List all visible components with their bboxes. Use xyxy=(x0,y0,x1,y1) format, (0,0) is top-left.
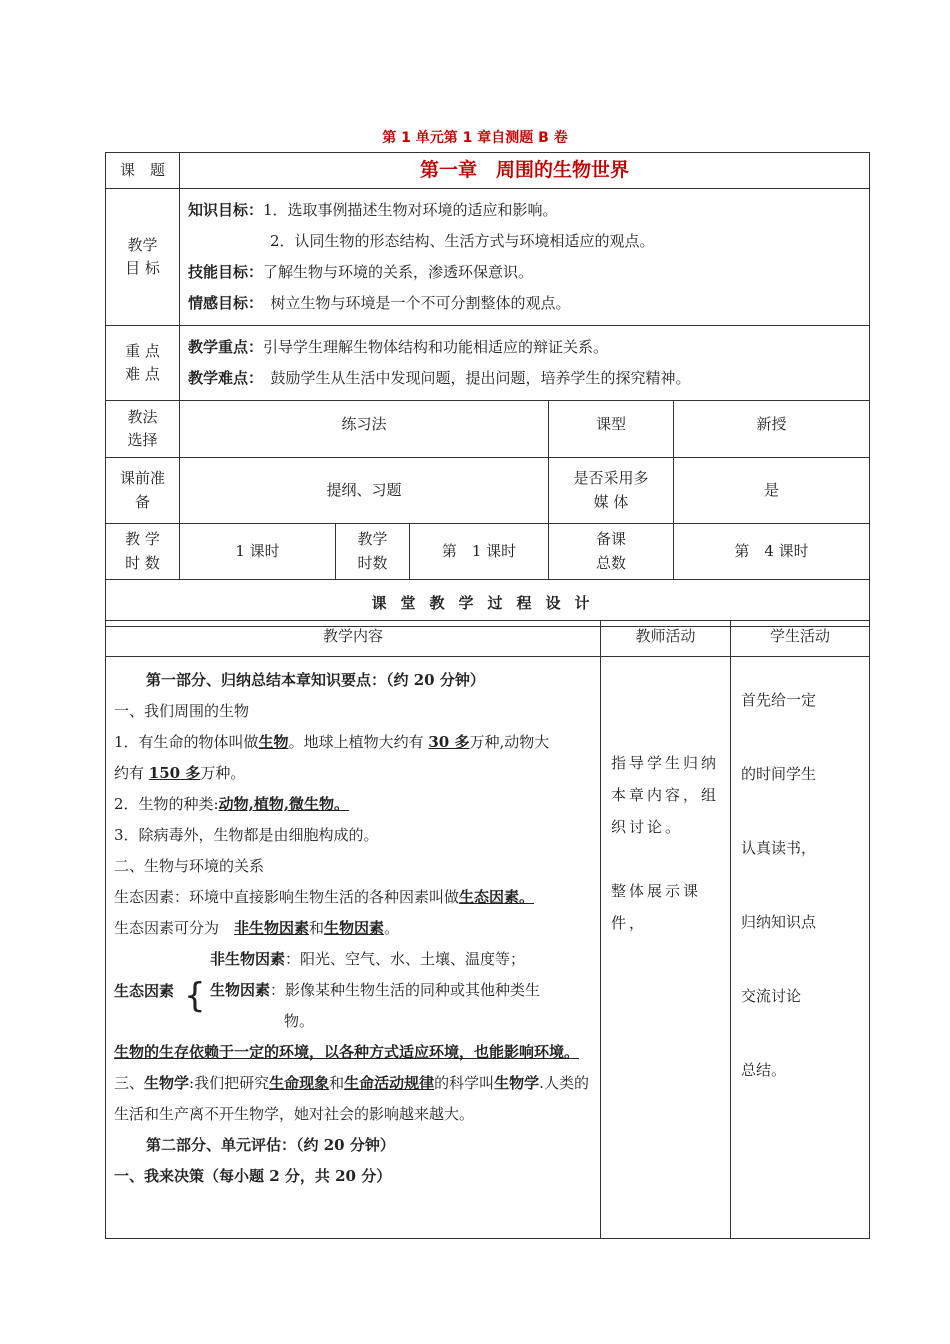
s3-e: 和 xyxy=(329,1074,345,1092)
total-label: 备课 总数 xyxy=(549,524,674,580)
teacher-activity xyxy=(601,657,731,1239)
s1-line2-b: 150 多 xyxy=(148,764,201,782)
s2-line1-a: 生态因素：环境中直接影响生物生活的各种因素叫做 xyxy=(114,888,460,906)
s2-line2-e: 。 xyxy=(384,919,400,937)
s1-line1-c: 。地球上植物大约有 xyxy=(288,733,429,751)
teaching-process-table xyxy=(105,620,870,1239)
s2-line2-a: 生态因素可分为 xyxy=(114,919,235,937)
col-teacher-header: 教师活动 xyxy=(601,621,731,657)
emotion-text: 树立生物与环境是一个不可分割整体的观点。 xyxy=(255,294,571,312)
biotic-text: ：影像某种生物生活的同种或其他种类生 xyxy=(270,981,541,999)
abiotic-label: 非生物因素 xyxy=(210,950,286,968)
s3-h: 生物学 xyxy=(494,1074,540,1092)
s2-bold-statement: 生物的生存依赖于一定的环境，以各种方式适应环境，也能影响环境。 xyxy=(114,1043,580,1061)
s3-b: 生物学 xyxy=(144,1074,190,1092)
class-hours-label: 教学 时数 xyxy=(336,524,410,580)
s1-line4: 3．除病毒外，生物都是由细胞构成的。 xyxy=(114,826,379,844)
teacher-text: 指导学生归纳本章内容，组织讨论。 xyxy=(611,754,720,836)
key-focus-text: 引导学生理解生物体结构和功能相适应的辩证关系。 xyxy=(263,338,609,356)
s3-a: 三、 xyxy=(114,1074,145,1092)
method-label: 教法 选择 xyxy=(106,401,180,458)
student-item: 首先给一定 xyxy=(741,691,817,709)
s1-line1-e: 万种,动物大 xyxy=(469,733,550,751)
abiotic-text: ：阳光、空气、水、土壤、温度等； xyxy=(285,950,526,968)
topic-label: 课 题 xyxy=(106,153,180,189)
skill-text: 了解生物与环境的关系，渗透环保意识。 xyxy=(263,263,534,281)
lesson-info-table xyxy=(105,152,870,627)
student-activity xyxy=(731,657,870,1239)
student-item: 交流讨论 xyxy=(741,987,802,1005)
hours-label: 教 学 时 数 xyxy=(106,524,180,580)
teaching-content xyxy=(106,657,601,1239)
eco-factor-block xyxy=(114,975,592,1037)
brace-icon: { xyxy=(184,976,206,1016)
s3-c: :我们把研究 xyxy=(189,1074,270,1092)
student-item: 总结。 xyxy=(741,1061,787,1079)
s1-line1-d: 30 多 xyxy=(428,733,470,751)
class-hours-value: 第 1 课时 xyxy=(410,524,549,580)
media-label: 是否采用多 媒 体 xyxy=(549,458,674,524)
prep-value: 提纲、习题 xyxy=(180,458,549,524)
s1-line2-a: 约有 xyxy=(114,764,149,782)
type-value: 新授 xyxy=(674,401,870,458)
s3-d: 生命现象 xyxy=(269,1074,330,1092)
process-title: 课堂教学过程设计 xyxy=(106,580,870,627)
col-content-header: 教学内容 xyxy=(106,621,601,657)
s2-line1-b: 生态因素。 xyxy=(459,888,535,906)
eco-label: 生态因素 xyxy=(114,982,175,1000)
student-item: 认真读书， xyxy=(741,839,817,857)
s1-line1-b: 生物 xyxy=(258,733,289,751)
s1-line2-c: 万种。 xyxy=(200,764,246,782)
knowledge-2: 2．认同生物的形态结构、生活方式与环境相适应的观点。 xyxy=(270,232,655,250)
prep-label: 课前准 备 xyxy=(106,458,180,524)
skill-label: 技能目标： xyxy=(188,263,264,281)
hours-value: 1 课时 xyxy=(180,524,336,580)
key-content xyxy=(180,326,870,401)
topic-value: 第一章 周围的生物世界 xyxy=(180,153,870,189)
key-diff-text: 鼓励学生从生活中发现问题，提出问题，培养学生的探究精神。 xyxy=(255,369,691,387)
s2-line2-c: 和 xyxy=(309,919,325,937)
col-student-header: 学生活动 xyxy=(731,621,870,657)
teacher-text2: 整体展示课件， xyxy=(611,882,702,932)
student-item: 的时间学生 xyxy=(741,765,817,783)
knowledge-label: 知识目标： xyxy=(188,201,264,219)
s3-f: 生命活动规律 xyxy=(344,1074,435,1092)
type-label: 课型 xyxy=(549,401,674,458)
knowledge-1: 1．选取事例描述生物对环境的适应和影响。 xyxy=(263,201,558,219)
biotic-label: 生物因素 xyxy=(210,981,271,999)
goals-label: 教学 目 标 xyxy=(106,189,180,326)
part2-title: 第二部分、单元评估：（约 20 分钟） xyxy=(146,1136,395,1154)
part1-title: 第一部分、归纳总结本章知识要点：（约 20 分钟） xyxy=(146,671,485,689)
s2-line2-b: 非生物因素 xyxy=(234,919,310,937)
s3-g: 的科学叫 xyxy=(434,1074,495,1092)
biotic-text2: 物。 xyxy=(284,1012,315,1030)
key-label: 重 点 难 点 xyxy=(106,326,180,401)
s2-line2-d: 生物因素 xyxy=(324,919,385,937)
method-value: 练习法 xyxy=(180,401,549,458)
total-value: 第 4 课时 xyxy=(674,524,870,580)
s1-line3-b: 动物,植物,微生物。 xyxy=(218,795,350,813)
emotion-label: 情感目标： xyxy=(188,294,256,312)
student-item: 归纳知识点 xyxy=(741,913,817,931)
s1-line1-a: 1．有生命的物体叫做 xyxy=(114,733,259,751)
part2-sub: 一、我来决策（每小题 2 分，共 20 分） xyxy=(114,1167,392,1185)
s1-title: 一、我们周围的生物 xyxy=(114,702,250,720)
goals-content xyxy=(180,189,870,326)
s2-title: 二、生物与环境的关系 xyxy=(114,857,265,875)
key-focus-label: 教学重点： xyxy=(188,338,264,356)
s1-line3-a: 2．生物的种类: xyxy=(114,795,219,813)
s3-i: .人类的生活和生产离不开生物学，她对社会的影响越来越大。 xyxy=(114,1074,589,1123)
key-diff-label: 教学难点： xyxy=(188,369,256,387)
media-value: 是 xyxy=(674,458,870,524)
document-title: 第 1 单元第 1 章自测题 B 卷 xyxy=(382,130,568,146)
